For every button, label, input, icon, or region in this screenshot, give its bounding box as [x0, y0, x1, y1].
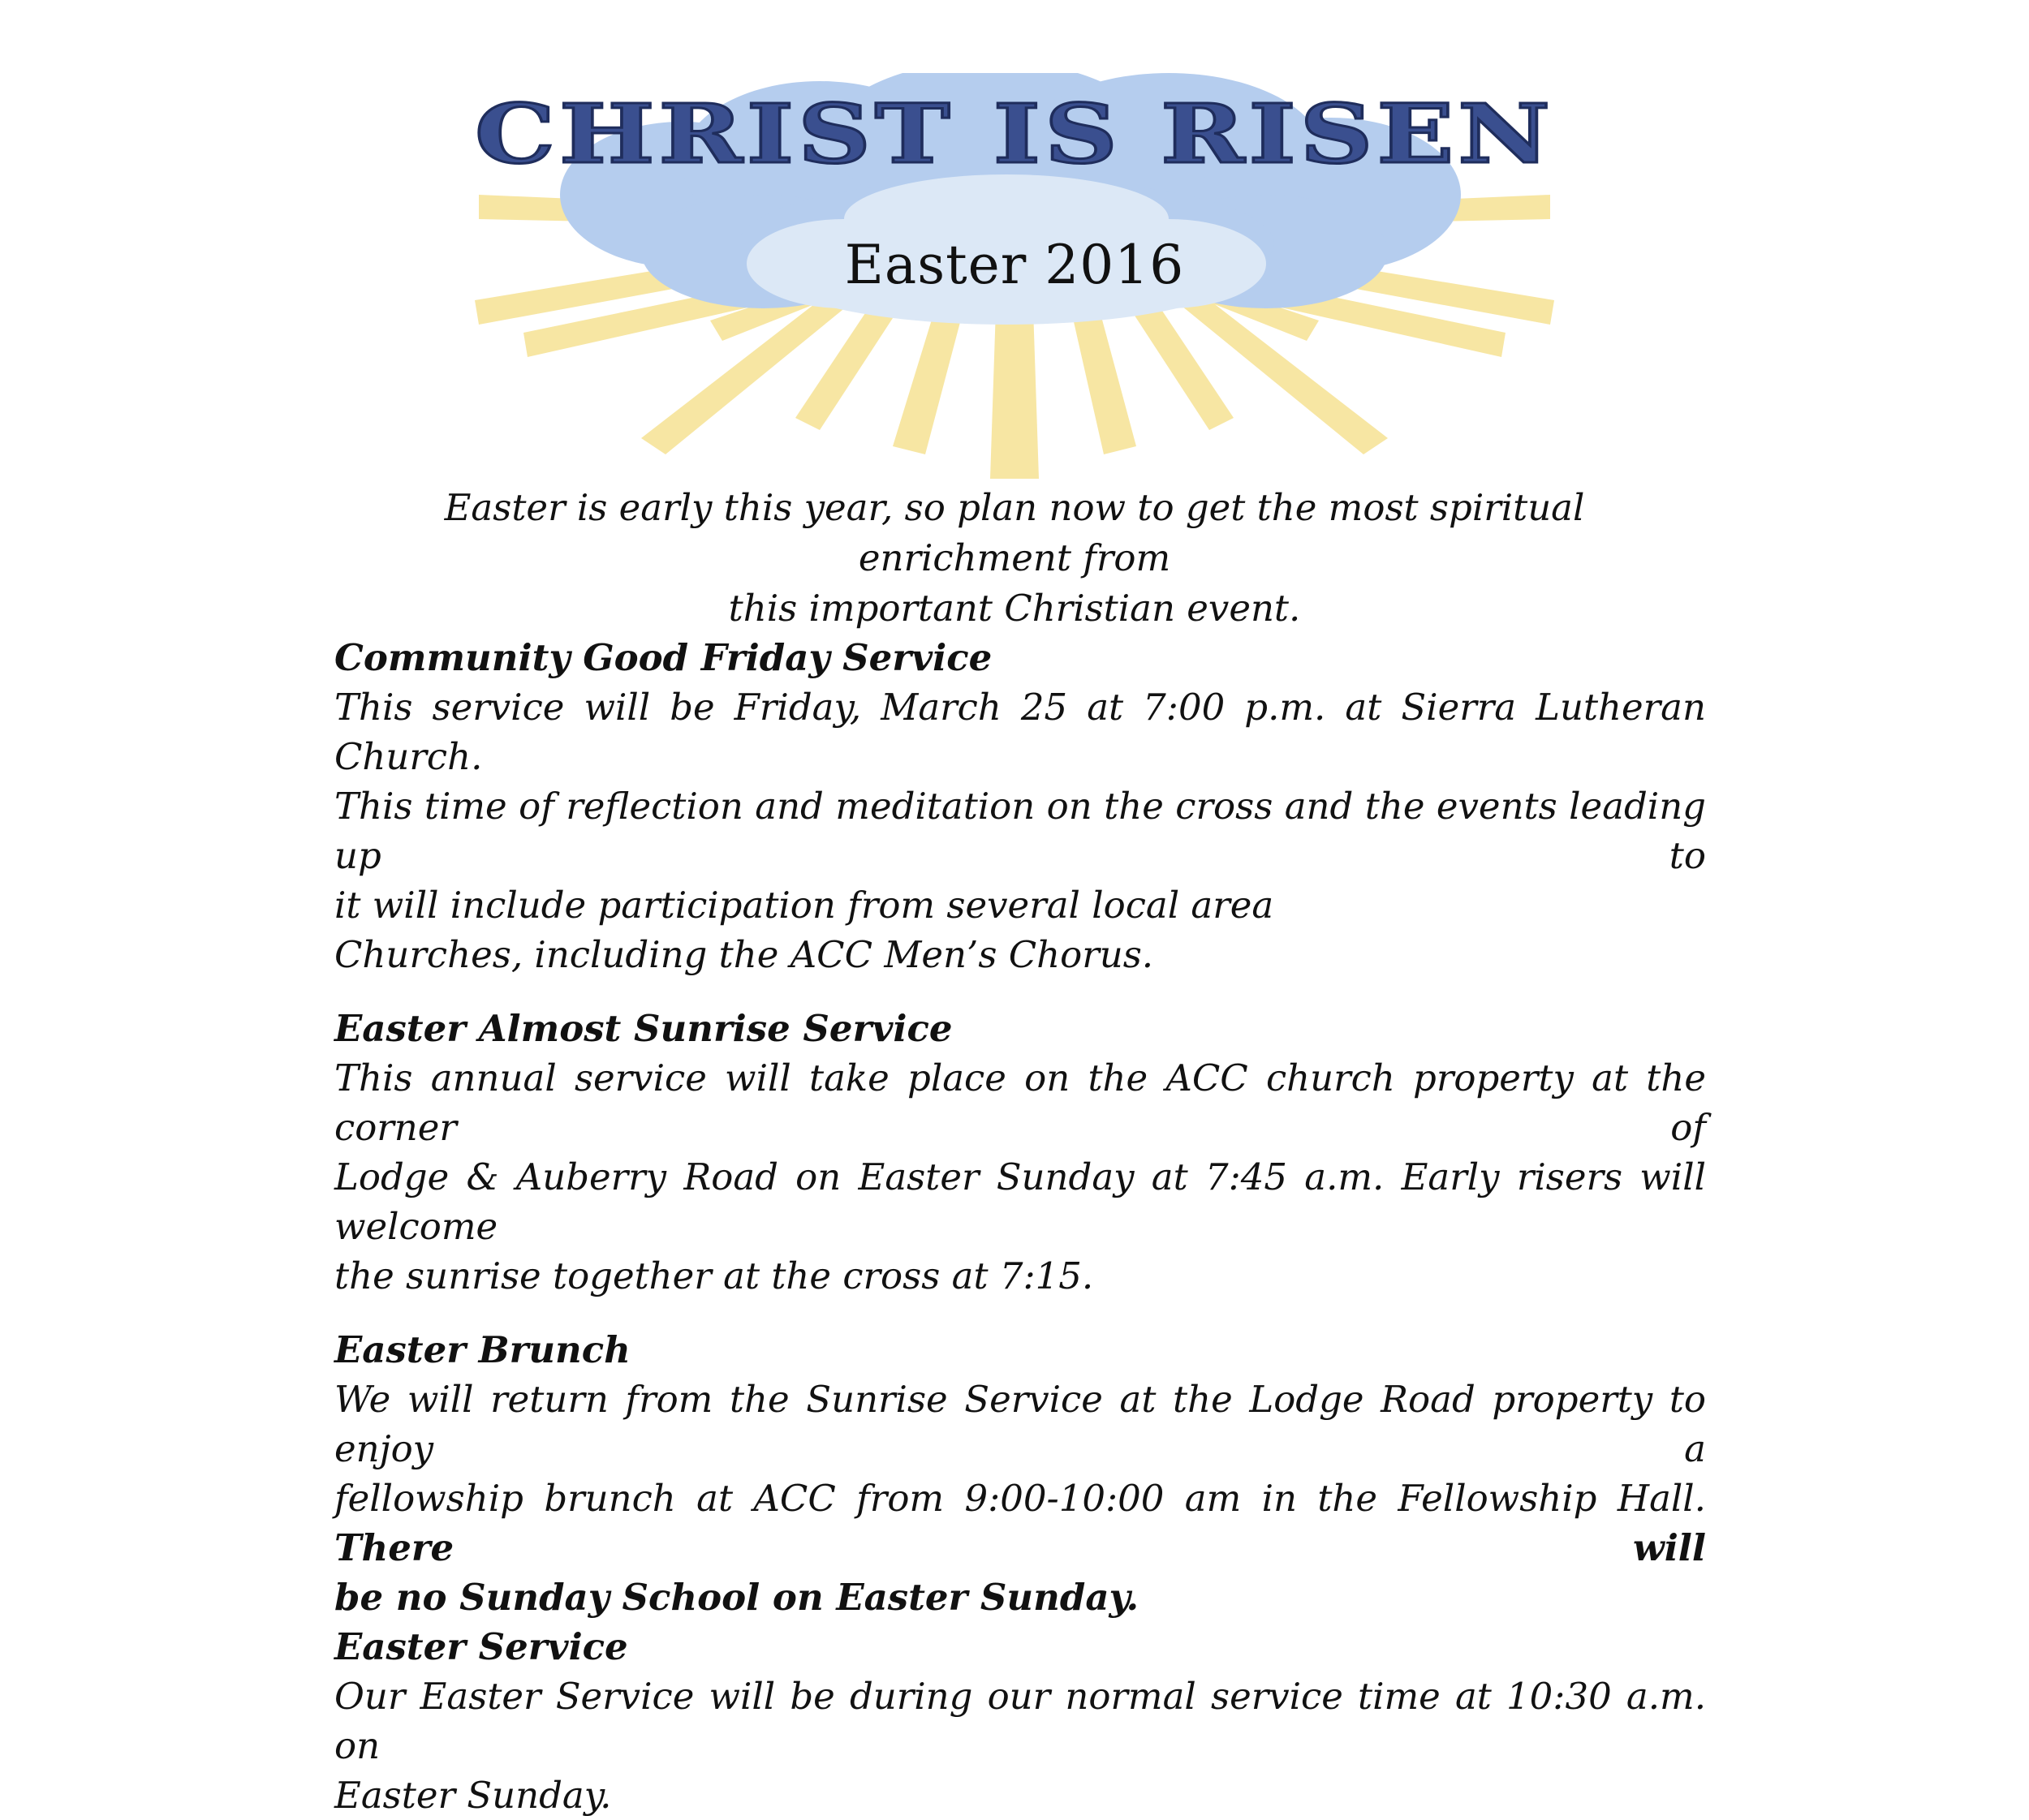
intro-line: this important Christian event.	[728, 587, 1301, 630]
body-line: the sunrise together at the cross at 7:15.	[334, 1254, 1094, 1297]
body-text: fellowship brunch at ACC from 9:00-10:00 am in the Fellowship Hall.	[334, 1477, 1706, 1520]
body-line: Easter Sunday.	[334, 1774, 612, 1817]
section-easter-service	[334, 1622, 1706, 1820]
body-line: Lodge & Auberry Road on Easter Sunday at 7:45 a.m. Early risers will welcome	[334, 1155, 1706, 1248]
section-body	[334, 1053, 1706, 1301]
body-line	[334, 1474, 1706, 1573]
body-line-bold: be no Sunday School on Easter Sunday.	[334, 1576, 1139, 1619]
body-line: Our Easter Service will be during our normal service time at 10:30 a.m. on	[334, 1675, 1706, 1767]
section-good-friday	[334, 633, 1706, 979]
section-heading: Easter Brunch	[334, 1328, 631, 1371]
section-body	[334, 1375, 1706, 1622]
intro-line: Easter is early this year, so plan now to get the most spiritual enrichment from	[444, 486, 1585, 579]
body-line: it will include participation from several local area	[334, 884, 1274, 927]
body-line: We will return from the Sunrise Service at the Lodge Road property to enjoy a	[334, 1378, 1706, 1470]
banner-title: CHRIST IS RISEN	[475, 86, 1555, 182]
section-heading: Easter Almost Sunrise Service	[334, 1007, 953, 1050]
banner-subtitle: Easter 2016	[844, 234, 1185, 296]
section-sunrise-service	[334, 1004, 1706, 1301]
section-body	[334, 1672, 1706, 1820]
announcement-content	[334, 633, 1706, 1820]
body-line: This time of reflection and meditation on the cross and the events leading up to	[334, 785, 1706, 877]
body-line: This service will be Friday, March 25 at 7:00 p.m. at Sierra Lutheran Church.	[334, 686, 1706, 778]
body-text-bold: There will	[334, 1526, 1706, 1569]
section-heading: Community Good Friday Service	[334, 636, 993, 679]
section-easter-brunch	[334, 1325, 1706, 1622]
section-heading: Easter Service	[334, 1625, 628, 1668]
body-line: Churches, including the ACC Men’s Chorus.	[334, 933, 1154, 976]
intro-paragraph	[333, 483, 1696, 634]
body-line: This annual service will take place on the ACC church property at the corner of	[334, 1056, 1706, 1149]
section-body	[334, 682, 1706, 979]
